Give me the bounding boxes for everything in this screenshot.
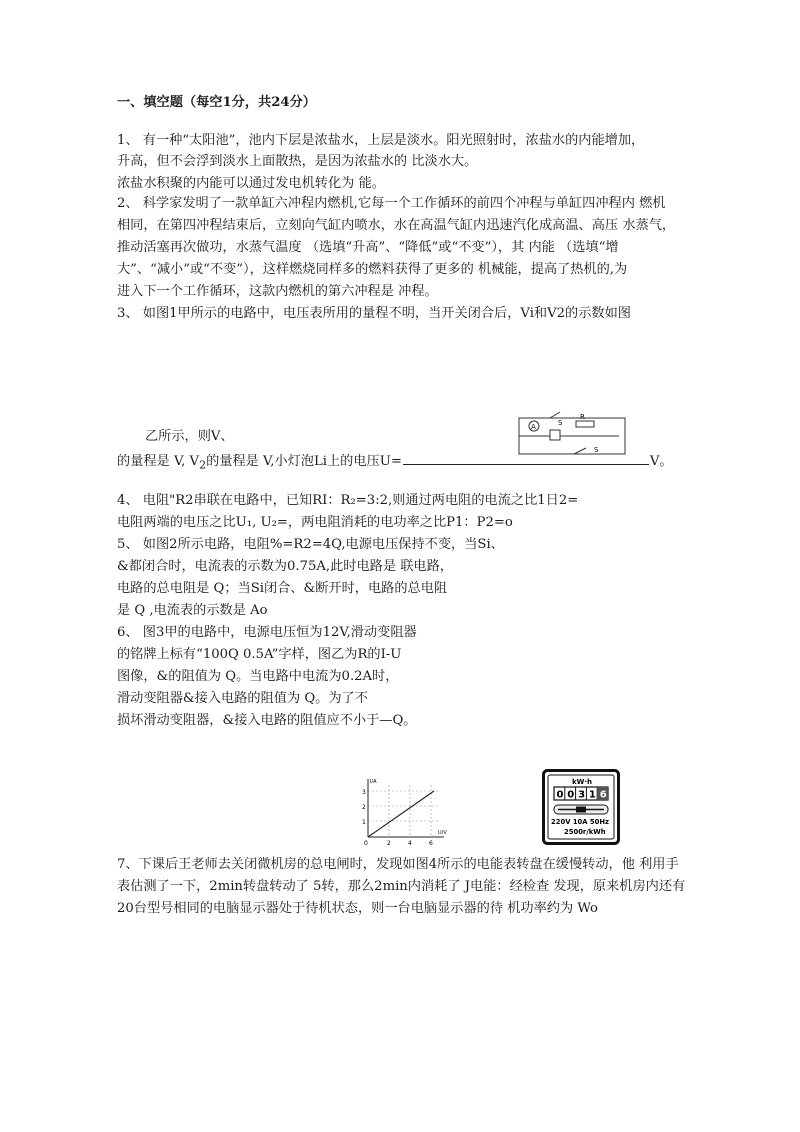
question-5-line-2: &都闭合时，电流表的示数为0.75A,此时电路是 联电路， [117, 559, 453, 574]
question-2-line-1: 2、 科学家发明了一款单缸六冲程内燃机,它每一个工作循环的前四个冲程与单缸四冲程内 燃机 [117, 196, 666, 211]
y-tick: 2 [362, 804, 366, 811]
question-2-line-2: 相同，在第四冲程结束后，立刻向气缸内喷水，水在高温气缸内迅速汽化成高温、高压 水蒸气， [117, 218, 676, 233]
question-2-line-5: 进入下一个工作循环，这款内燃机的第六冲程是 冲程。 [117, 284, 438, 299]
question-6-line-3: 图像，&的阻值为 Q。当电路中电流为0.2A时， [117, 669, 399, 684]
q3-subscript: 2 [199, 458, 207, 472]
question-7-line-1: 7、下课后王老师去关闭微机房的总电闸时，发现如图4所示的电能表转盘在缓慢转动，他 利用手 [117, 857, 679, 872]
meter-constant: 2500r/kWh [564, 828, 606, 836]
question-6-line-2: 的铭牌上标有“100Q 0.5A”字样，图乙为R的I-U [117, 647, 402, 662]
switch-s2-label: S [594, 446, 599, 454]
x-tick: 2 [387, 840, 391, 847]
switch-s1-label: S [558, 419, 563, 427]
y-axis-label: I/A [370, 779, 377, 785]
switch-s2-symbol [574, 448, 586, 454]
question-5-line-3: 电路的总电阻是 Q；当Si闭合、&断开时，电路的总电阻 [117, 581, 448, 596]
question-1-line-2: 升高，但不会浮到淡水上面散热，是因为浓盐水的 比淡水大。 [117, 154, 478, 169]
x-tick: 0 [364, 840, 368, 847]
meter-digit: 1 [588, 789, 596, 801]
question-7-line-2: 表估测了一下，2min转盘转动了 5转，那么2min内消耗了 J电能：经检查 发现，原来机房内还有 [117, 879, 686, 894]
electricity-meter [542, 769, 620, 845]
meter-digit: 6 [599, 789, 607, 801]
x-axis-label: U/V [438, 830, 447, 836]
resistor-r1-label: R [580, 413, 585, 421]
graph-line [368, 791, 434, 837]
x-tick: 6 [429, 840, 433, 847]
q3-text-a: 的量程是 V, V [117, 454, 200, 469]
question-5-line-4: 是 Q ,电流表的示数是 Ao [117, 603, 268, 618]
section-title: 一、填空题（每空1分，共24分） [117, 95, 316, 110]
question-2-line-3: 推动活塞再次做功，水蒸气温度 （选填“升高”、“降低”或“不变”），其 内能 （选填“增 [117, 240, 619, 255]
question-1-line-1: 1、 有一种“太阳池”，池内下层是浓盐水，上层是淡水。阳光照射时，浓盐水的内能增加， [117, 133, 645, 148]
resistor-r2-symbol [550, 430, 560, 440]
question-5-line-1: 5、 如图2所示电路，电阻%=R2=4Q,电源电压保持不变，当Si、 [117, 537, 504, 552]
question-4-line-1: 4、 电阻"R2串联在电路中，已知RI：R₂=3:2,则通过两电阻的电流之比1日2= [117, 493, 579, 508]
q3-text-end: V。 [649, 454, 673, 469]
circuit-diagram [514, 408, 630, 460]
question-6-line-4: 滑动变阻器&接入电路的阻值为 Q。为了不 [117, 691, 368, 706]
meter-unit: kW·h [572, 778, 593, 786]
y-tick: 1 [362, 819, 366, 826]
question-6-line-5: 损坏滑动变阻器，&接入电路的阻值应不小于—Q。 [117, 713, 417, 728]
q3-text-b: 的量程是 V,小灯泡Li上的电压U= [206, 454, 402, 469]
question-3-line-1: 3、 如图1甲所示的电路中，电压表所用的量程不明，当开关闭合后，Vi和V2的示数如图 [117, 306, 631, 321]
meter-digit: 3 [578, 789, 586, 801]
meter-rating: 220V 10A 50Hz [551, 818, 610, 826]
resistor-r1-symbol [576, 421, 594, 427]
question-6-line-1: 6、 图3甲的电路中，电源电压恒为12V,滑动变阻器 [117, 625, 417, 640]
question-3-line-2: 乙所示，则V、 [145, 429, 234, 444]
meter-digit: 0 [556, 789, 564, 801]
x-tick: 4 [408, 840, 412, 847]
question-2-line-4: 大”、“减小”或“不变”），这样燃烧同样多的燃料获得了更多的 机械能，提高了热机的,为 [117, 262, 628, 277]
question-7-line-3: 20台型号相同的电脑显示器处于待机状态，则一台电脑显示器的待 机功率约为 Wo [117, 901, 598, 916]
ammeter-label: A [531, 423, 536, 431]
meter-digit: 0 [567, 789, 575, 801]
i-u-graph [352, 775, 452, 847]
question-1-line-3: 浓盐水积聚的内能可以通过发电机转化为 能。 [117, 176, 385, 191]
y-tick: 3 [362, 789, 366, 796]
switch-s1-symbol [550, 412, 560, 418]
question-4-line-2: 电阻两端的电压之比U₁, U₂=，两电阻消耗的电功率之比P1：P2=o [117, 515, 513, 530]
